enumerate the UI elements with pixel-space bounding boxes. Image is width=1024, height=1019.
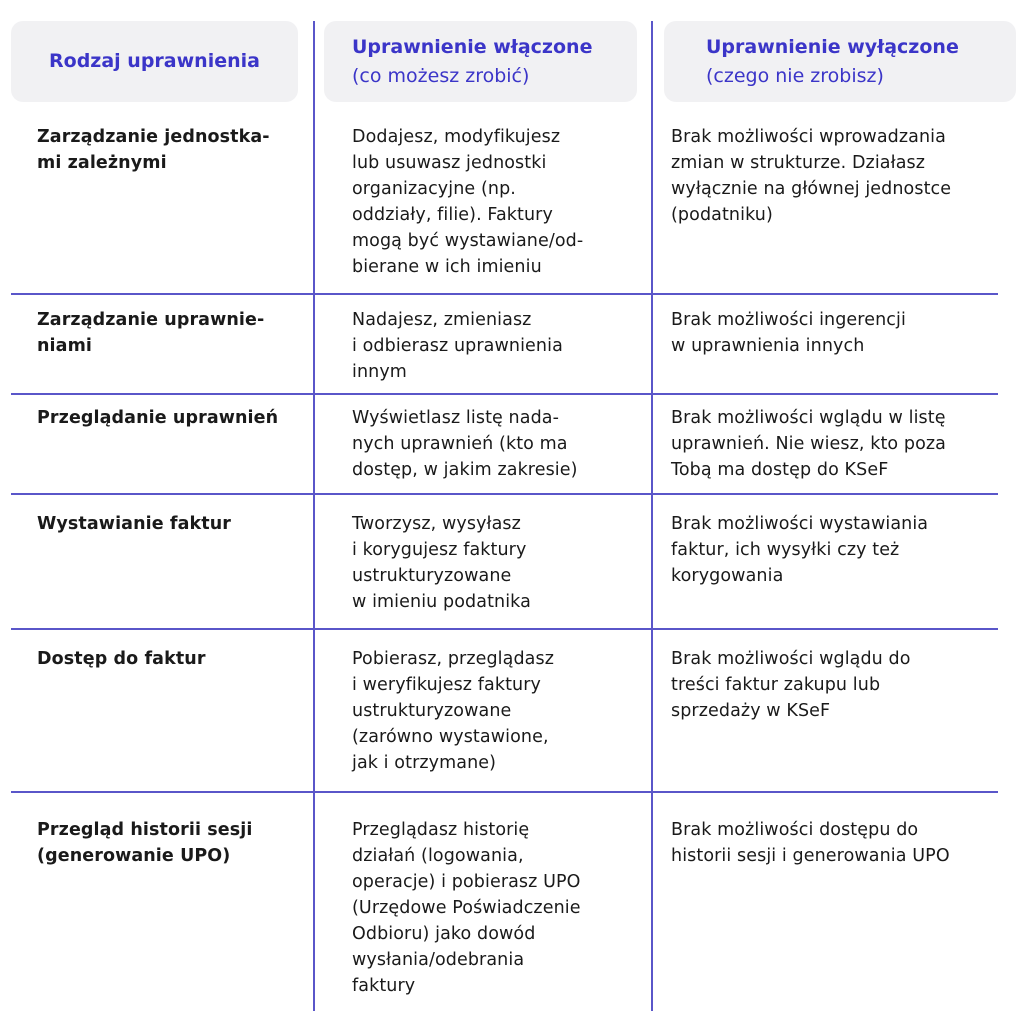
permission-type-cell: Przeglądanie uprawnień — [37, 408, 279, 428]
permission-enabled-cell: Wyświetlasz listę nada- nych uprawnień (kto ma dostęp, w jakim zakresie) — [352, 408, 578, 480]
column-header-disabled-title: Uprawnienie wyłączone — [706, 35, 959, 58]
permission-disabled-cell: Brak możliwości ingerencji w uprawnienia innych — [671, 310, 906, 356]
permission-disabled-cell: Brak możliwości wglądu w listę uprawnień. Nie wiesz, kto poza Tobą ma dostęp do KSeF — [671, 408, 947, 480]
row-divider — [11, 493, 998, 495]
permission-disabled-cell: Brak możliwości dostępu do historii sesji i generowania UPO — [671, 820, 950, 866]
row-divider — [11, 293, 998, 295]
permission-enabled-cell: Nadajesz, zmieniasz i odbierasz uprawnienia innym — [352, 310, 563, 382]
permission-enabled-cell: Przeglądasz historię działań (logowania, operacje) i pobierasz UPO (Urzędowe Poświadczenie Odbioru) jako dowód wysłania/odebrania faktury — [352, 820, 581, 996]
column-divider — [651, 21, 653, 1011]
column-header-disabled-subtitle: (czego nie zrobisz) — [706, 64, 884, 87]
permission-type-cell: Dostęp do faktur — [37, 649, 206, 669]
row-divider — [11, 393, 998, 395]
column-header-enabled-title: Uprawnienie włączone — [352, 35, 593, 58]
column-divider — [313, 21, 315, 1011]
permission-type-cell: Zarządzanie jednostka- mi zależnymi — [37, 127, 270, 173]
row-divider — [11, 791, 998, 793]
row-divider — [11, 628, 998, 630]
column-header-enabled — [324, 21, 637, 102]
permission-type-cell: Wystawianie faktur — [37, 514, 232, 534]
permission-enabled-cell: Pobierasz, przeglądasz i weryfikujesz faktury ustrukturyzowane (zarówno wystawione, jak i otrzymane) — [352, 649, 555, 773]
column-header-enabled-subtitle: (co możesz zrobić) — [352, 64, 530, 87]
permission-disabled-cell: Brak możliwości wprowadzania zmian w strukturze. Działasz wyłącznie na głównej jednostce (podatniku) — [671, 127, 952, 225]
column-header-disabled — [664, 21, 1016, 102]
permission-type-cell: Zarządzanie uprawnie- niami — [37, 310, 265, 356]
permission-enabled-cell: Dodajesz, modyfikujesz lub usuwasz jednostki organizacyjne (np. oddziały, filie). Faktury mogą być wystawiane/od- bierane w ich imieniu — [352, 127, 584, 277]
column-header-type-title: Rodzaj uprawnienia — [49, 50, 260, 72]
permission-type-cell: Przegląd historii sesji (generowanie UPO) — [37, 820, 253, 866]
permission-disabled-cell: Brak możliwości wystawiania faktur, ich wysyłki czy też korygowania — [671, 514, 929, 586]
permission-enabled-cell: Tworzysz, wysyłasz i korygujesz faktury ustrukturyzowane w imieniu podatnika — [352, 514, 531, 612]
column-header-type — [11, 21, 298, 102]
permission-disabled-cell: Brak możliwości wglądu do treści faktur zakupu lub sprzedaży w KSeF — [671, 649, 911, 721]
